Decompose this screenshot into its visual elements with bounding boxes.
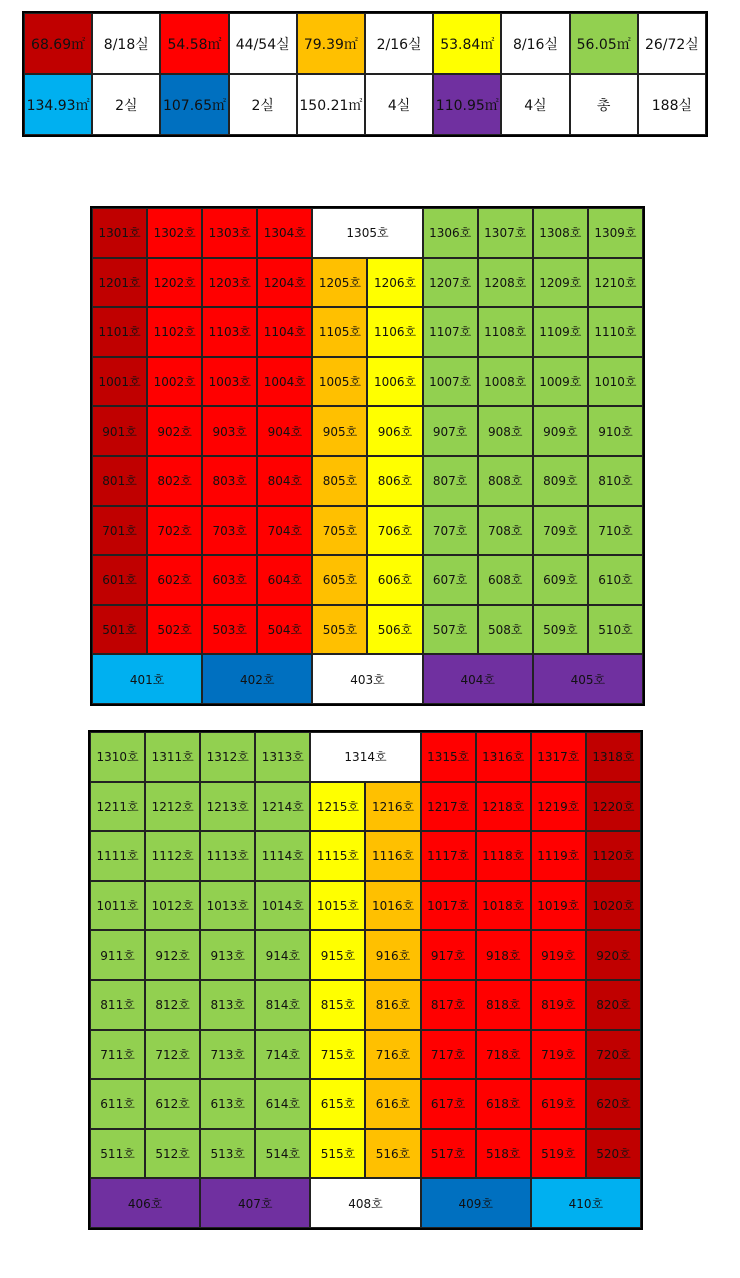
unit-cell: 1012호 [145,881,200,931]
floor-plan-units-01-10 [90,206,645,706]
unit-cell: 1009호 [533,357,588,407]
legend-cell: 56.05㎡ [570,13,638,74]
unit-cell: 501호 [92,605,147,655]
unit-cell: 611호 [90,1079,145,1129]
unit-cell: 1014호 [255,881,310,931]
unit-cell: 1115호 [310,831,365,881]
unit-cell: 908호 [478,406,533,456]
unit-cell: 919호 [531,930,586,980]
unit-cell: 810호 [588,456,643,506]
unit-cell: 1111호 [90,831,145,881]
unit-cell: 1311호 [145,732,200,782]
unit-cell: 507호 [423,605,478,655]
unit-cell: 1118호 [476,831,531,881]
unit-cell: 1210호 [588,258,643,308]
unit-cell: 606호 [367,555,422,605]
unit-cell: 618호 [476,1079,531,1129]
unit-cell: 1008호 [478,357,533,407]
unit-cell: 1001호 [92,357,147,407]
unit-cell: 1117호 [421,831,476,881]
unit-cell: 510호 [588,605,643,655]
unit-cell: 1106호 [367,307,422,357]
unit-cell: 605호 [312,555,367,605]
unit-cell: 905호 [312,406,367,456]
legend-cell: 150.21㎡ [297,74,365,135]
unit-cell: 1007호 [423,357,478,407]
unit-cell: 913호 [200,930,255,980]
unit-cell: 518호 [476,1129,531,1179]
unit-cell: 805호 [312,456,367,506]
unit-cell: 807호 [423,456,478,506]
unit-cell: 717호 [421,1030,476,1080]
unit-cell: 916호 [365,930,420,980]
unit-cell: 1112호 [145,831,200,881]
unit-cell: 512호 [145,1129,200,1179]
unit-cell: 1107호 [423,307,478,357]
unit-cell: 610호 [588,555,643,605]
unit-cell: 604호 [257,555,312,605]
legend-cell: 107.65㎡ [160,74,228,135]
unit-cell: 701호 [92,506,147,556]
unit-cell: 1317호 [531,732,586,782]
unit-cell: 614호 [255,1079,310,1129]
legend-cell: 2/16실 [365,13,433,74]
unit-cell: 1108호 [478,307,533,357]
unit-cell: 1214호 [255,782,310,832]
unit-cell: 812호 [145,980,200,1030]
unit-cell: 1207호 [423,258,478,308]
unit-cell: 806호 [367,456,422,506]
area-legend-table [22,11,708,137]
unit-cell: 1119호 [531,831,586,881]
unit-cell: 1013호 [200,881,255,931]
unit-cell: 1318호 [586,732,641,782]
unit-cell: 818호 [476,980,531,1030]
unit-cell: 1113호 [200,831,255,881]
legend-cell: 4실 [365,74,433,135]
unit-cell: 1309호 [588,208,643,258]
legend-cell: 188실 [638,74,706,135]
unit-cell: 509호 [533,605,588,655]
unit-cell: 816호 [365,980,420,1030]
unit-cell: 920호 [586,930,641,980]
unit-cell: 813호 [200,980,255,1030]
unit-cell: 719호 [531,1030,586,1080]
unit-cell: 1102호 [147,307,202,357]
unit-cell: 910호 [588,406,643,456]
unit-cell: 407호 [200,1178,310,1228]
unit-cell: 716호 [365,1030,420,1080]
unit-cell: 1219호 [531,782,586,832]
unit-cell: 703호 [202,506,257,556]
unit-cell: 513호 [200,1129,255,1179]
unit-cell: 702호 [147,506,202,556]
unit-cell: 1303호 [202,208,257,258]
unit-cell: 1101호 [92,307,147,357]
unit-cell: 712호 [145,1030,200,1080]
unit-cell: 1202호 [147,258,202,308]
unit-cell: 720호 [586,1030,641,1080]
unit-cell: 405호 [533,654,643,704]
unit-cell: 508호 [478,605,533,655]
unit-cell: 906호 [367,406,422,456]
unit-cell: 804호 [257,456,312,506]
legend-cell: 2실 [229,74,297,135]
unit-cell: 619호 [531,1079,586,1129]
unit-cell: 1308호 [533,208,588,258]
unit-cell: 707호 [423,506,478,556]
unit-cell: 1302호 [147,208,202,258]
unit-cell: 515호 [310,1129,365,1179]
unit-cell: 1010호 [588,357,643,407]
unit-cell: 602호 [147,555,202,605]
legend-cell: 4실 [501,74,569,135]
legend-cell: 44/54실 [229,13,297,74]
unit-cell: 1114호 [255,831,310,881]
unit-cell: 1019호 [531,881,586,931]
unit-cell: 502호 [147,605,202,655]
unit-cell: 1315호 [421,732,476,782]
unit-cell: 820호 [586,980,641,1030]
unit-cell: 915호 [310,930,365,980]
unit-cell: 709호 [533,506,588,556]
unit-cell: 815호 [310,980,365,1030]
unit-cell: 819호 [531,980,586,1030]
unit-cell: 1005호 [312,357,367,407]
unit-cell: 1213호 [200,782,255,832]
unit-cell: 408호 [310,1178,420,1228]
unit-cell: 1212호 [145,782,200,832]
unit-cell: 811호 [90,980,145,1030]
unit-cell: 612호 [145,1079,200,1129]
unit-cell: 1307호 [478,208,533,258]
unit-cell: 617호 [421,1079,476,1129]
unit-cell: 517호 [421,1129,476,1179]
unit-cell: 506호 [367,605,422,655]
legend-cell: 53.84㎡ [433,13,501,74]
unit-cell: 1109호 [533,307,588,357]
unit-cell: 1006호 [367,357,422,407]
unit-cell: 918호 [476,930,531,980]
unit-cell: 616호 [365,1079,420,1129]
unit-cell: 907호 [423,406,478,456]
unit-cell: 909호 [533,406,588,456]
unit-cell: 711호 [90,1030,145,1080]
floor-plan-units-11-20 [88,730,643,1230]
unit-cell: 808호 [478,456,533,506]
unit-cell: 514호 [255,1129,310,1179]
unit-cell: 814호 [255,980,310,1030]
unit-cell: 601호 [92,555,147,605]
legend-cell: 8/18실 [92,13,160,74]
unit-cell: 708호 [478,506,533,556]
legend-cell: 총 [570,74,638,135]
unit-cell: 1204호 [257,258,312,308]
unit-cell: 1017호 [421,881,476,931]
unit-cell: 713호 [200,1030,255,1080]
unit-cell: 706호 [367,506,422,556]
legend-cell: 79.39㎡ [297,13,365,74]
legend-cell: 2실 [92,74,160,135]
legend-cell: 110.95㎡ [433,74,501,135]
unit-cell: 1310호 [90,732,145,782]
unit-cell: 901호 [92,406,147,456]
unit-cell: 615호 [310,1079,365,1129]
unit-cell: 1003호 [202,357,257,407]
unit-cell: 1220호 [586,782,641,832]
unit-cell: 817호 [421,980,476,1030]
unit-cell: 620호 [586,1079,641,1129]
unit-cell: 613호 [200,1079,255,1129]
unit-cell: 705호 [312,506,367,556]
unit-cell: 608호 [478,555,533,605]
unit-cell: 1203호 [202,258,257,308]
unit-cell: 609호 [533,555,588,605]
unit-cell: 1206호 [367,258,422,308]
unit-cell: 903호 [202,406,257,456]
unit-cell: 1020호 [586,881,641,931]
unit-cell: 803호 [202,456,257,506]
unit-cell: 1316호 [476,732,531,782]
legend-cell: 26/72실 [638,13,706,74]
unit-cell: 917호 [421,930,476,980]
unit-cell: 1103호 [202,307,257,357]
unit-cell: 1314호 [310,732,420,782]
unit-cell: 1208호 [478,258,533,308]
unit-cell: 710호 [588,506,643,556]
unit-cell: 809호 [533,456,588,506]
unit-cell: 1011호 [90,881,145,931]
unit-cell: 1004호 [257,357,312,407]
unit-cell: 1306호 [423,208,478,258]
legend-cell: 68.69㎡ [24,13,92,74]
unit-cell: 1218호 [476,782,531,832]
unit-cell: 1015호 [310,881,365,931]
unit-cell: 1110호 [588,307,643,357]
unit-cell: 1209호 [533,258,588,308]
unit-cell: 406호 [90,1178,200,1228]
unit-cell: 410호 [531,1178,641,1228]
unit-cell: 1016호 [365,881,420,931]
unit-cell: 1301호 [92,208,147,258]
unit-cell: 511호 [90,1129,145,1179]
unit-cell: 802호 [147,456,202,506]
legend-cell: 8/16실 [501,13,569,74]
unit-cell: 1018호 [476,881,531,931]
unit-cell: 1205호 [312,258,367,308]
unit-cell: 603호 [202,555,257,605]
unit-cell: 520호 [586,1129,641,1179]
unit-cell: 505호 [312,605,367,655]
unit-cell: 715호 [310,1030,365,1080]
unit-cell: 1105호 [312,307,367,357]
unit-cell: 1313호 [255,732,310,782]
unit-cell: 1305호 [312,208,422,258]
unit-cell: 911호 [90,930,145,980]
unit-cell: 902호 [147,406,202,456]
unit-cell: 1201호 [92,258,147,308]
unit-cell: 1002호 [147,357,202,407]
unit-cell: 1116호 [365,831,420,881]
unit-cell: 402호 [202,654,312,704]
unit-cell: 704호 [257,506,312,556]
unit-cell: 607호 [423,555,478,605]
unit-cell: 718호 [476,1030,531,1080]
unit-cell: 516호 [365,1129,420,1179]
unit-cell: 912호 [145,930,200,980]
unit-cell: 404호 [423,654,533,704]
unit-cell: 914호 [255,930,310,980]
unit-cell: 503호 [202,605,257,655]
unit-cell: 1216호 [365,782,420,832]
unit-cell: 1215호 [310,782,365,832]
unit-cell: 1304호 [257,208,312,258]
unit-cell: 904호 [257,406,312,456]
unit-cell: 1312호 [200,732,255,782]
unit-cell: 801호 [92,456,147,506]
unit-cell: 401호 [92,654,202,704]
unit-cell: 519호 [531,1129,586,1179]
unit-cell: 409호 [421,1178,531,1228]
unit-cell: 504호 [257,605,312,655]
unit-cell: 1211호 [90,782,145,832]
unit-cell: 714호 [255,1030,310,1080]
unit-cell: 1217호 [421,782,476,832]
unit-cell: 403호 [312,654,422,704]
legend-cell: 54.58㎡ [160,13,228,74]
unit-cell: 1104호 [257,307,312,357]
legend-cell: 134.93㎡ [24,74,92,135]
unit-cell: 1120호 [586,831,641,881]
